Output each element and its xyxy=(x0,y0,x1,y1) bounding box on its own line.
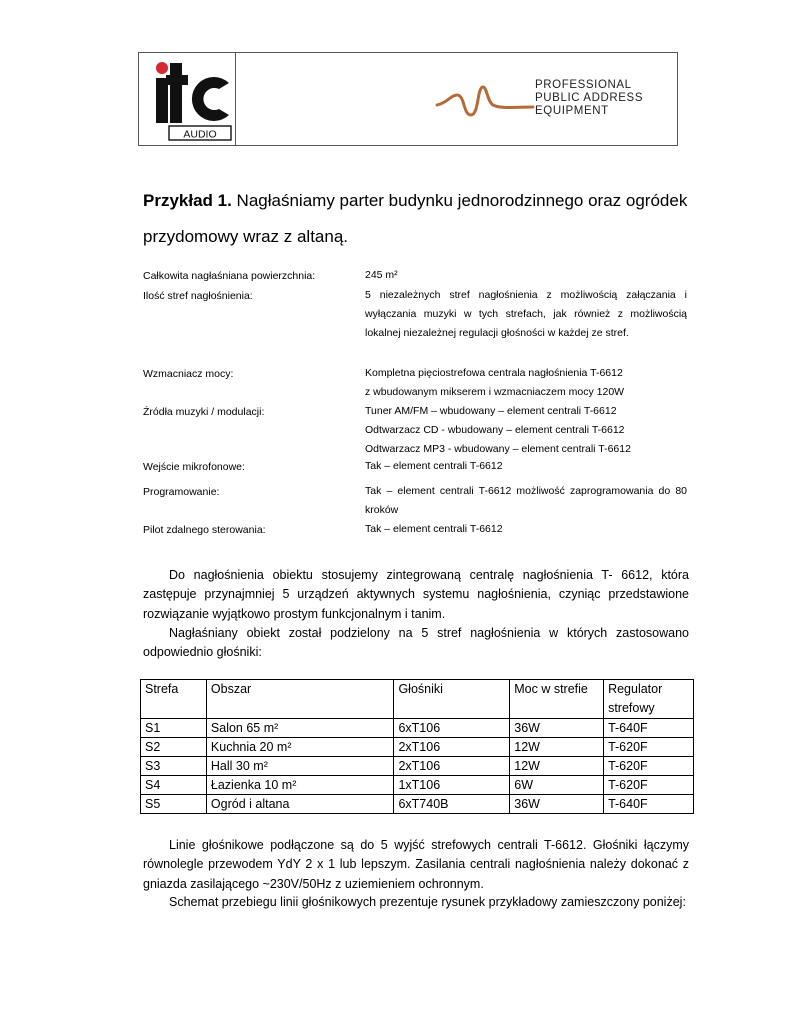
spec-label: Źródła muzyki / modulacji: xyxy=(143,406,265,418)
spec-label: Pilot zdalnego sterowania: xyxy=(143,524,266,536)
table-row xyxy=(141,757,694,776)
title-line-2: przydomowy wraz z altaną. xyxy=(143,227,349,246)
table-header-cell: Regulator strefowy xyxy=(604,680,694,719)
title-text: Nagłaśniamy parter budynku jednorodzinnego oraz ogródek xyxy=(231,191,688,210)
table-cell: 6xT740B xyxy=(394,795,510,814)
table-cell: 6W xyxy=(510,776,604,795)
table-cell: T-620F xyxy=(604,738,694,757)
table-header-cell: Strefa xyxy=(141,680,207,719)
spec-value-line: Kompletna pięciostrefowa centrala nagłośnienia T-6612 xyxy=(365,367,623,379)
table-cell: 36W xyxy=(510,795,604,814)
spec-value xyxy=(365,402,687,459)
table-cell: S1 xyxy=(141,719,207,738)
paragraph-text: Nagłaśniany obiekt został podzielony na 5 stref nagłośnienia w których zastosowano odpowiednio głośniki: xyxy=(143,626,689,660)
table-cell: 12W xyxy=(510,757,604,776)
paragraph-wiring xyxy=(143,836,689,894)
table-cell: Łazienka 10 m² xyxy=(206,776,394,795)
table-cell: S4 xyxy=(141,776,207,795)
spec-value xyxy=(365,364,687,402)
page-title xyxy=(143,183,703,255)
table-cell: T-620F xyxy=(604,776,694,795)
header-divider xyxy=(235,53,236,145)
tagline-line: PROFESSIONAL xyxy=(535,79,632,91)
table-cell: 6xT106 xyxy=(394,719,510,738)
spec-value: Tak – element centrali T-6612 xyxy=(365,523,503,535)
spec-label: Wzmacniacz mocy: xyxy=(143,368,234,380)
table-cell: 1xT106 xyxy=(394,776,510,795)
paragraph-text: Schemat przebiegu linii głośnikowych prezentuje rysunek przykładowy zamieszczony poniżej: xyxy=(169,895,686,909)
table-header-cell: Moc w strefie xyxy=(510,680,604,719)
tagline-line: PUBLIC ADDRESS xyxy=(535,92,644,104)
table-header-cell: Obszar xyxy=(206,680,394,719)
itc-audio-logo xyxy=(153,59,233,143)
svg-text:AUDIO: AUDIO xyxy=(183,128,217,141)
spec-value: Tak – element centrali T-6612 możliwość zaprogramowania do 80 kroków xyxy=(365,485,687,516)
table-header-cell: Głośniki xyxy=(394,680,510,719)
paragraph-text: Do nagłośnienia obiektu stosujemy zintegrowaną centralę nagłośnienia T- 6612, która zastępuje przynajmniej 5 urządzeń aktywnych systemu nagłośnienia, czyniąc przedstawione rozwiązanie wyjątkowo prostym funkcjonalnym i tanim. xyxy=(143,568,689,621)
table-row xyxy=(141,776,694,795)
spec-value: 5 niezależnych stref nagłośnienia z możliwością załączania i wyłączania muzyki w tych strefach, jak również z możliwością lokalnej niezależnej regulacji głośności w każdej ze stref. xyxy=(365,289,687,339)
tagline-line: EQUIPMENT xyxy=(535,105,609,117)
header-tagline xyxy=(535,79,643,118)
table-cell: 36W xyxy=(510,719,604,738)
page-header xyxy=(138,52,678,146)
table-header-row xyxy=(141,680,694,719)
table-cell: Kuchnia 20 m² xyxy=(206,738,394,757)
spec-value-line: Odtwarzacz CD - wbudowany – element centrali T-6612 xyxy=(365,424,625,436)
paragraph-text: Linie głośnikowe podłączone są do 5 wyjść strefowych centrali T-6612. Głośniki łączymy równolegle przewodem YdY 2 x 1 lub lepszym. Zasilania centrali nagłośnienia należy dokonać z gniazda zasilającego ~230V/50Hz z uziemieniem ochronnym. xyxy=(143,838,689,891)
spec-label: Ilość stref nagłośnienia: xyxy=(143,290,253,302)
title-bold: Przykład 1. xyxy=(143,191,232,210)
paragraph-schematic xyxy=(143,893,689,912)
wave-icon xyxy=(435,83,535,119)
table-cell: S2 xyxy=(141,738,207,757)
table-row xyxy=(141,738,694,757)
table-cell: 2xT106 xyxy=(394,738,510,757)
table-row xyxy=(141,795,694,814)
table-cell: T-640F xyxy=(604,795,694,814)
spec-label: Wejście mikrofonowe: xyxy=(143,461,245,473)
spec-value-line: Odtwarzacz MP3 - wbudowany – element centrali T-6612 xyxy=(365,443,631,455)
table-cell: Salon 65 m² xyxy=(206,719,394,738)
spec-value: Tak – element centrali T-6612 xyxy=(365,460,503,472)
table-cell: T-640F xyxy=(604,719,694,738)
spec-label: Całkowita nagłaśniana powierzchnia: xyxy=(143,270,316,282)
paragraph-intro xyxy=(143,566,689,624)
table-cell: S3 xyxy=(141,757,207,776)
table-cell: 12W xyxy=(510,738,604,757)
zones-table xyxy=(140,679,694,814)
table-cell: T-620F xyxy=(604,757,694,776)
table-cell: 2xT106 xyxy=(394,757,510,776)
table-cell: Ogród i altana xyxy=(206,795,394,814)
spec-value-line: z wbudowanym mikserem i wzmacniaczem mocy 120W xyxy=(365,386,625,398)
spec-label: Programowanie: xyxy=(143,486,220,498)
spec-value-line: Tuner AM/FM – wbudowany – element centrali T-6612 xyxy=(365,405,617,417)
table-row xyxy=(141,719,694,738)
title-line-1 xyxy=(143,183,703,219)
table-cell: Hall 30 m² xyxy=(206,757,394,776)
paragraph-zones xyxy=(143,624,689,663)
spec-value: 245 m² xyxy=(365,269,398,281)
table-cell: S5 xyxy=(141,795,207,814)
